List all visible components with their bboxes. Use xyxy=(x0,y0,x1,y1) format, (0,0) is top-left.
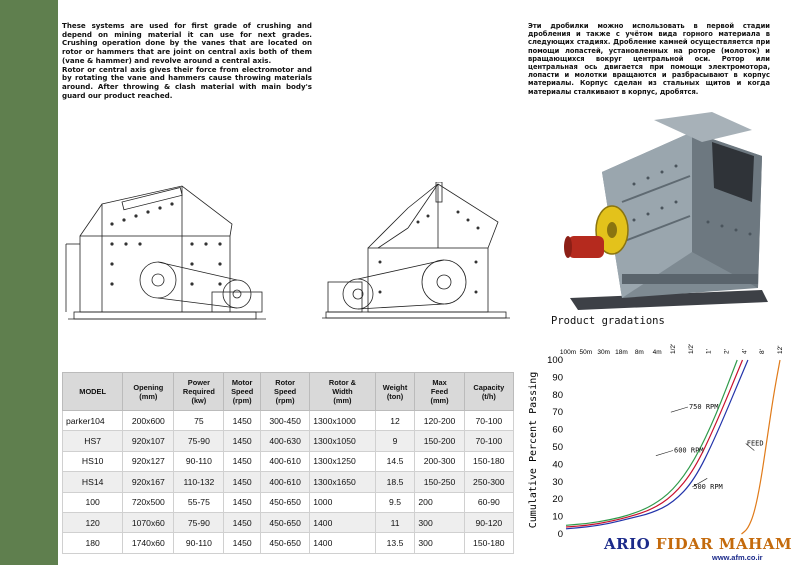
table-row xyxy=(63,431,514,451)
cell-rotor-speed: 400-610 xyxy=(260,472,309,492)
cell-capacity: 60-90 xyxy=(464,492,513,512)
intro-russian xyxy=(528,22,770,96)
cell-weight: 11 xyxy=(375,512,415,532)
cell-power: 75-90 xyxy=(174,512,224,532)
cell-opening: 720x500 xyxy=(123,492,174,512)
y-axis-label: Cumulative Percent Passing xyxy=(528,371,539,529)
cell-max-feed: 300 xyxy=(415,512,464,532)
y-tick-label: 60 xyxy=(552,424,563,436)
intro-english-p1: These systems are used for first grade of crushing and depend on mining material it can use for next grades. Crushing operation done by the vanes that are located on rotor or hammers that are joint on central axis both of them (vane & hammer) and revolve around a central axis. xyxy=(62,21,312,65)
cell-motor-speed: 1450 xyxy=(224,492,261,512)
table-row xyxy=(63,411,514,431)
cell-rotor-width: 1400 xyxy=(310,512,375,532)
series-label-leader xyxy=(656,450,673,455)
col-power: Power Required (kw) xyxy=(174,373,224,411)
y-tick-label: 40 xyxy=(552,459,563,471)
top-axis-label: 18m xyxy=(615,349,628,356)
cell-rotor-speed: 300-450 xyxy=(260,411,309,431)
y-tick-label: 20 xyxy=(552,494,563,506)
cell-max-feed: 200 xyxy=(415,492,464,512)
top-axis-label: 8' xyxy=(759,349,767,354)
intro-english-p2: Rotor or central axis gives their force from electromotor and by rotating the vane and hammers cause throwing materials around. After throwing & clash material with main body's guard our product reached. xyxy=(62,64,312,100)
cell-model: HS7 xyxy=(63,431,123,451)
intro-russian-text: Эти дробилки можно использовать в первой стадии дробления и также с учётом вида горного материала в следующих стадиях. Дробление камней осуществляется при помощи лопастей, установленных на роторе (молоток) и вращающихся вокруг центральной оси. Ротор или центральная ось двигается при помощи электромотора, лопасти и молотки вращаются и разбрасывают в корпус материалы. Корпус сделан из стальных щитов и когда материалы сталкивают в корпус, дробятся. xyxy=(528,22,770,96)
cell-power: 90-110 xyxy=(174,533,224,553)
cell-weight: 14.5 xyxy=(375,451,415,471)
col-rotor-width: Rotor & Width (mm) xyxy=(310,373,375,411)
cell-motor-speed: 1450 xyxy=(224,533,261,553)
brand-name-part2: FIDAR MAHAM xyxy=(655,535,793,553)
series-label: 600 RPM xyxy=(674,446,704,455)
cell-motor-speed: 1450 xyxy=(224,512,261,532)
y-tick-label: 0 xyxy=(557,529,563,538)
table-row xyxy=(63,512,514,532)
y-tick-label: 90 xyxy=(552,372,563,384)
cell-weight: 18.5 xyxy=(375,472,415,492)
series-line xyxy=(566,360,743,527)
cell-capacity: 70-100 xyxy=(464,431,513,451)
cell-rotor-speed: 400-610 xyxy=(260,451,309,471)
top-axis-label: 50m xyxy=(579,349,593,356)
cell-opening: 920x167 xyxy=(123,472,174,492)
cell-capacity: 70-100 xyxy=(464,411,513,431)
col-max-feed: Max Feed (mm) xyxy=(415,373,464,411)
crusher-side-drawing-2 xyxy=(318,182,514,332)
cell-rotor-width: 1400 xyxy=(310,533,375,553)
cell-weight: 13.5 xyxy=(375,533,415,553)
cell-rotor-width: 1000 xyxy=(310,492,375,512)
table-row xyxy=(63,472,514,492)
cell-motor-speed: 1450 xyxy=(224,472,261,492)
series-label: 750 RPM xyxy=(688,402,719,411)
gradation-chart xyxy=(518,330,792,538)
cell-rotor-width: 1300x1050 xyxy=(310,431,375,451)
cell-rotor-width: 1300x1000 xyxy=(310,411,375,431)
cell-opening: 1070x60 xyxy=(123,512,174,532)
cell-rotor-speed: 450-650 xyxy=(260,512,309,532)
cell-power: 110-132 xyxy=(174,472,224,492)
chart-title: Product gradations xyxy=(551,315,665,327)
series-label-leader xyxy=(671,407,688,412)
y-tick-label: 10 xyxy=(552,511,563,523)
table-header-row xyxy=(63,373,514,411)
cell-model: 180 xyxy=(63,533,123,553)
cell-model: 100 xyxy=(63,492,123,512)
top-axis-label: 100m xyxy=(559,349,577,356)
cell-weight: 9 xyxy=(375,431,415,451)
cell-opening: 200x600 xyxy=(123,411,174,431)
cell-capacity: 150-180 xyxy=(464,451,513,471)
cell-rotor-speed: 400-630 xyxy=(260,431,309,451)
col-rotor-speed: Rotor Speed (rpm) xyxy=(260,373,309,411)
cell-capacity: 250-300 xyxy=(464,472,513,492)
top-axis-label: 8m xyxy=(634,349,644,356)
series-label: FEED xyxy=(746,439,764,448)
top-axis-label: 2' xyxy=(723,349,731,354)
cell-max-feed: 200-300 xyxy=(415,451,464,471)
cell-model: parker104 xyxy=(63,411,123,431)
table-row xyxy=(63,492,514,512)
top-axis-label: 12' xyxy=(777,345,784,354)
cell-model: HS14 xyxy=(63,472,123,492)
side-band xyxy=(0,0,58,565)
specifications-table xyxy=(62,372,514,554)
cell-power: 55-75 xyxy=(174,492,224,512)
col-capacity: Capacity (t/h) xyxy=(464,373,513,411)
cell-model: HS10 xyxy=(63,451,123,471)
col-motor-speed: Motor Speed (rpm) xyxy=(224,373,261,411)
top-axis-label: 1/2' xyxy=(670,343,677,354)
top-axis-label: 4m xyxy=(652,349,662,356)
crusher-machine-illustration xyxy=(562,112,772,312)
brand-url: www.afm.co.ir xyxy=(712,553,763,562)
col-model: MODEL xyxy=(63,373,123,411)
top-axis-label: 4' xyxy=(741,349,749,354)
y-tick-label: 50 xyxy=(552,442,563,453)
cell-opening: 1740x60 xyxy=(123,533,174,553)
table-row xyxy=(63,451,514,471)
y-tick-label: 100 xyxy=(547,355,563,366)
col-opening: Opening (mm) xyxy=(123,373,174,411)
series-line xyxy=(566,360,737,525)
cell-max-feed: 150-250 xyxy=(415,472,464,492)
cell-rotor-speed: 450-650 xyxy=(260,533,309,553)
series-label: 500 RPM xyxy=(693,483,723,492)
cell-model: 120 xyxy=(63,512,123,532)
cell-rotor-speed: 450-650 xyxy=(260,492,309,512)
cell-capacity: 150-180 xyxy=(464,533,513,553)
cell-motor-speed: 1450 xyxy=(224,451,261,471)
cell-power: 90-110 xyxy=(174,451,224,471)
brand-name-part1: ARIO xyxy=(604,535,651,553)
cell-weight: 12 xyxy=(375,411,415,431)
brand-logo xyxy=(604,535,792,553)
intro-english xyxy=(62,22,312,100)
cell-rotor-width: 1300x1650 xyxy=(310,472,375,492)
top-axis-label: 1' xyxy=(705,349,713,354)
cell-max-feed: 150-200 xyxy=(415,431,464,451)
cell-motor-speed: 1450 xyxy=(224,431,261,451)
crusher-side-drawing-1 xyxy=(62,184,272,334)
cell-weight: 9.5 xyxy=(375,492,415,512)
cell-power: 75 xyxy=(174,411,224,431)
cell-max-feed: 300 xyxy=(415,533,464,553)
top-axis-label: 1/2' xyxy=(687,343,695,354)
cell-opening: 920x127 xyxy=(123,451,174,471)
cell-motor-speed: 1450 xyxy=(224,411,261,431)
y-tick-label: 70 xyxy=(552,407,563,419)
y-tick-label: 80 xyxy=(552,389,563,401)
cell-max-feed: 120-200 xyxy=(415,411,464,431)
table-row xyxy=(63,533,514,553)
cell-power: 75-90 xyxy=(174,431,224,451)
cell-rotor-width: 1300x1250 xyxy=(310,451,375,471)
y-tick-label: 30 xyxy=(552,476,563,488)
cell-opening: 920x107 xyxy=(123,431,174,451)
cell-capacity: 90-120 xyxy=(464,512,513,532)
series-line xyxy=(566,360,748,529)
top-axis-label: 30m xyxy=(597,349,610,356)
col-weight: Weight (ton) xyxy=(375,373,415,411)
